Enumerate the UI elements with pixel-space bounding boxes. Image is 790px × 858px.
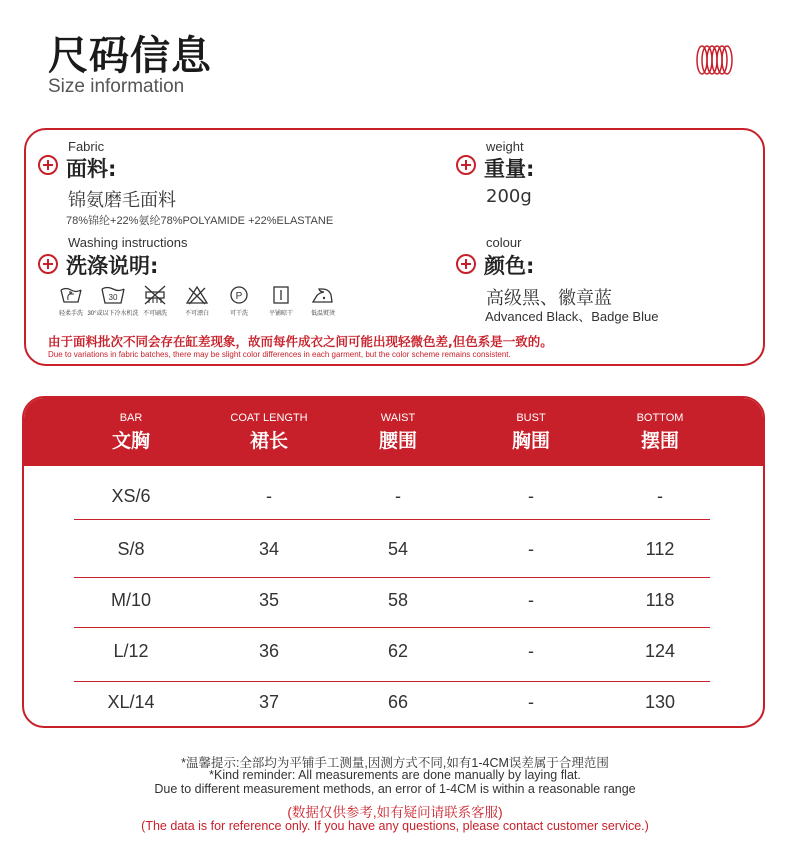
fabric-value: 锦氨磨毛面料: [68, 190, 176, 211]
reference-note-cn: (数据仅供参考,如有疑问请联系客服): [287, 805, 503, 820]
washing-label-en: Washing instructions: [68, 235, 188, 250]
color-variation-notice-en: Due to variations in fabric batches, there may be slight color differences in each garment, but the color scheme remains consistent.: [48, 350, 511, 359]
flat-dry-icon: 平铺晾干: [260, 284, 302, 317]
table-row: XS/6 - - - -: [111, 486, 663, 506]
svg-text:P: P: [235, 291, 243, 302]
plus-circle-icon: [456, 155, 476, 175]
plus-circle-icon: [456, 254, 476, 274]
table-row: M/10 35 58 - 118: [110, 590, 675, 610]
wash-30-icon: 30 30°或以下冷水机洗: [92, 284, 134, 317]
size-table-header: [24, 398, 763, 466]
page-subtitle: Size information: [48, 76, 185, 97]
table-row: XL/14 37 66 - 130: [107, 692, 676, 712]
spring-coil-icon: [696, 44, 734, 76]
weight-label: 重量:: [484, 157, 535, 181]
svg-text:30: 30: [108, 293, 118, 302]
column-header-bust: BUST 胸围: [511, 412, 550, 452]
fabric-label: 面料:: [66, 157, 117, 181]
measurement-error-note: Due to different measurement methods, an error of 1-4CM is within a reasonable range: [154, 782, 636, 796]
dry-clean-p-icon: P 可干洗: [218, 284, 260, 317]
column-header-bar: BAR 文胸: [111, 412, 150, 452]
low-iron-icon: 低温熨烫: [302, 284, 344, 317]
fabric-composition: 78%锦纶+22%氨纶78%POLYAMIDE +22%ELASTANE: [66, 215, 334, 227]
plus-circle-icon: [38, 155, 58, 175]
measurement-reminder-cn: *温馨提示:全部均为平铺手工测量,因测方式不同,如有1-4CM误差属于合理范围: [181, 756, 609, 770]
row-divider: [74, 519, 710, 520]
colour-label-en: colour: [486, 235, 522, 250]
row-divider: [74, 627, 710, 628]
column-header-waist: WAIST 腰围: [378, 412, 417, 452]
no-brush-icon: 不可刷洗: [134, 284, 176, 317]
column-header-coat-length: COAT LENGTH 裙长: [230, 412, 308, 452]
hand-wash-icon: 轻柔手洗: [50, 284, 92, 317]
size-table: [22, 396, 765, 728]
colour-value-en: Advanced Black、Badge Blue: [485, 309, 659, 324]
color-variation-notice: 由于面料批次不同会存在缸差现象，故而每件成衣之间可能出现轻微色差,但色系是一致的。: [48, 334, 553, 349]
page-title: 尺码信息: [48, 33, 212, 79]
washing-label: 洗涤说明:: [66, 254, 159, 278]
table-row: L/12 36 62 - 124: [113, 641, 676, 661]
measurement-reminder-en: *Kind reminder: All measurements are done manually by laying flat.: [209, 768, 581, 782]
reference-note-en: (The data is for reference only. If you have any questions, please contact customer service.): [141, 819, 649, 833]
plus-circle-icon: [38, 254, 58, 274]
weight-label-en: weight: [486, 139, 524, 154]
weight-value: 200g: [486, 186, 532, 207]
colour-value: 高级黑、徽章蓝: [486, 288, 612, 309]
fabric-label-en: Fabric: [68, 139, 105, 154]
colour-label: 颜色:: [484, 254, 535, 278]
column-header-bottom: BOTTOM 摆围: [636, 412, 684, 452]
no-bleach-icon: 不可漂白: [176, 284, 218, 317]
washing-icons: [50, 284, 344, 317]
table-row: S/8 34 54 - 112: [117, 539, 675, 559]
